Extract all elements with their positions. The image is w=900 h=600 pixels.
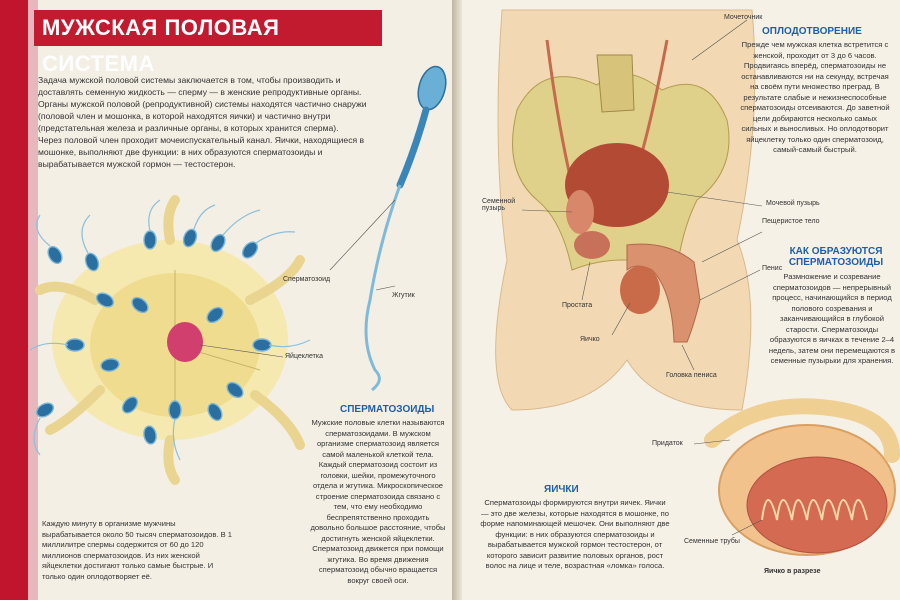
sperm-section-text: Мужские половые клетки называются сперматозоидами. В мужском организме сперматозоид является самой маленькой клеткой тела. Каждый сперматозоид состоит из головки, шейки, промежуточного отдела и жгутика. Микроскопическое строение сперматозоида связано с тем, что ему необходимо беспрепятственно проходить довольно большое расстояние, чтобы достигнуть женской яйцеклетки. Сперматозоид движется при помощи жгутика. Во время движения сперматозоид обычно вращается вокруг своей оси. bbox=[310, 418, 446, 585]
cavernous-body-label: Пещеристое тело bbox=[762, 218, 820, 225]
right-page bbox=[462, 0, 900, 600]
spine bbox=[597, 55, 634, 112]
testicle bbox=[620, 266, 660, 314]
glans-label: Головка пениса bbox=[666, 372, 717, 379]
testicles-text: Сперматозоиды формируются внутри яичек. Яички — это две железы, которые находятся в мошонке, по форме напоминающей мешочек. Они выполняют две функции: в них образуются сперматозоиды и вырабатывается мужской гормон тестостерон, от которого зависит развитие половых органов, рост волос на лице и теле, возрастная «ломка» голоса. bbox=[480, 498, 670, 570]
testicle-cross-section bbox=[712, 406, 895, 555]
book-gutter bbox=[452, 0, 462, 600]
testicle-label: Яичко bbox=[580, 336, 600, 343]
epididymis-label: Придаток bbox=[652, 440, 683, 447]
intro-paragraph-2: Через половой член проходит мочеиспускательный канал. Яички, находящиеся в мошонке, выполняют две функции: в них образуются сперматозоиды и вырабатывается мужской гормон — тестостерон. bbox=[38, 135, 365, 169]
sperm-midpiece bbox=[400, 110, 426, 185]
seminal-vesicle-label: Семенной пузырь bbox=[482, 198, 516, 212]
flagellum-label: Жгутик bbox=[392, 292, 415, 299]
penis-label: Пенис bbox=[762, 265, 783, 272]
testicle-section-label: Яичко в разрезе bbox=[764, 568, 821, 575]
sperm-flagellum bbox=[366, 185, 400, 390]
ureter-label: Мочеточник bbox=[724, 14, 763, 21]
how-formed-text: Размножение и созревание сперматозоидов — непрерывный процесс, начинающийся в период полового созревания и заканчивающийся в глубокой старости. Сперматозоиды образуются в яичках в течение 2–4 недель, затем они перемещаются в семенные пузырьки для хранения. bbox=[768, 272, 896, 365]
how-formed-heading: КАК ОБРАЗУЮТСЯ СПЕРМАТОЗОИДЫ bbox=[788, 246, 884, 268]
prostate-label: Простата bbox=[562, 302, 593, 309]
statistic-text: Каждую минуту в организме мужчины вырабатывается около 50 тысяч сперматозоидов. В 1 миллилитре спермы содержится от 60 до 120 миллионов сперматозоидов. Из них женской яйцеклетки достигают только самые быстрые. И только один оплодотворяет её. bbox=[42, 519, 232, 581]
sperm-head bbox=[414, 63, 451, 112]
fertilization-heading: ОПЛОДОТВОРЕНИЕ bbox=[762, 26, 862, 37]
bladder-label: Мочевой пузырь bbox=[766, 200, 820, 207]
sperm-label: Сперматозоид bbox=[283, 276, 331, 283]
intro-paragraph-1: Задача мужской половой системы заключается в том, чтобы производить и доставлять семенную жидкость — сперму — в женские репродуктивные органы. Органы мужской половой (репродуктивной) системы находятся частично снаружи (половой член и мошонка, в которой находятся яички) и частично внутри (предстательная железа и различные органы, в которых хранится сперма). bbox=[38, 75, 367, 133]
egg-label: Яйцеклетка bbox=[285, 353, 323, 360]
fertilization-text: Прежде чем мужская клетка встретится с женской, проходит от 3 до 6 часов. Продвигаясь вперёд, сперматозоиды не останавливаются ни на секунду, встречая на своём пути множество преград. В результате слабые и нежизнеспособные сперматозоиды отсеиваются. До заветной цели добираются несколько самых сильных и выносливых. Но оплодотворит яйцеклетку только один сперматозоид, самый-самый быстрый. bbox=[740, 40, 890, 154]
prostate bbox=[574, 231, 610, 259]
sperm-section-heading: СПЕРМАТОЗОИДЫ bbox=[340, 404, 435, 415]
seminal-tubes-label: Семенные трубы bbox=[684, 538, 740, 545]
testicles-heading: ЯИЧКИ bbox=[544, 484, 579, 495]
page-title: МУЖСКАЯ ПОЛОВАЯ СИСТЕМА bbox=[34, 10, 382, 46]
